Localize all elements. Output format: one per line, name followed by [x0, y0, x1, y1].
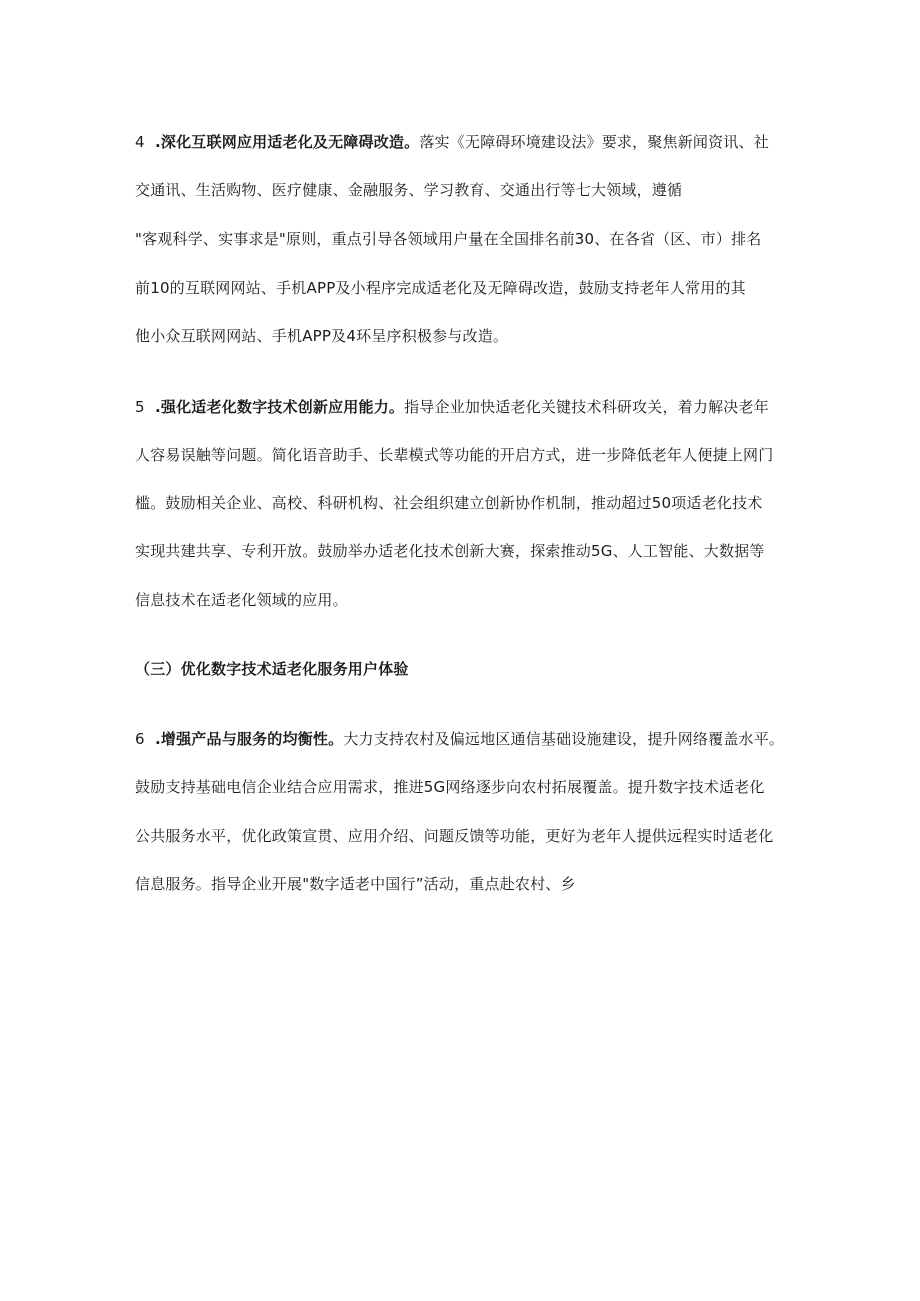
item4-line3: "客观科学、实事求是"原则，重点引导各领域用户量在全国排名前30、在各省（区、市）排名 — [135, 230, 762, 248]
item5-number: 5 — [135, 398, 145, 416]
item5-line5: 信息技术在适老化领域的应用。 — [135, 591, 348, 609]
item4-line2: 交通讯、生活购物、医疗健康、金融服务、学习教育、交通出行等七大领域，遵循 — [135, 181, 683, 199]
item6-line1 — [135, 729, 784, 749]
section3-heading: （三）优化数字技术适老化服务用户体验 — [135, 660, 409, 678]
item5-heading: .强化适老化数字技术创新应用能力。 — [155, 398, 405, 416]
item5-line2: 人容易误触等问题。简化语音助手、长辈模式等功能的开启方式，进一步降低老年人便捷上网门 — [135, 446, 774, 464]
item4-line1-text: 落实《无障碍环境建设法》要求，聚焦新闻资讯、社 — [419, 133, 769, 151]
item6-line4: 信息服务。指导企业开展"数字适老中国行”活动，重点赴农村、乡 — [135, 875, 576, 893]
item5-line3: 槛。鼓励相关企业、高校、科研机构、社会组织建立创新协作机制，推动超过50项适老化技术 — [135, 494, 763, 512]
item4-line5: 他小众互联网网站、手机APP及4环呈序积极参与改造。 — [135, 327, 509, 345]
item4-line1 — [135, 132, 769, 152]
item5-line1-text: 指导企业加快适老化关键技术科研攻关，着力解决老年 — [404, 398, 769, 416]
item6-number: 6 — [135, 730, 145, 748]
item5-line1 — [135, 397, 769, 417]
item6-line3: 公共服务水平，优化政策宣贯、应用介绍、问题反馈等功能，更好为老年人提供远程实时适老化 — [135, 827, 774, 845]
item6-line2: 鼓励支持基础电信企业结合应用需求，推进5G网络逐步向农村拓展覆盖。提升数字技术适老化 — [135, 778, 765, 796]
item4-number: 4 — [135, 133, 145, 151]
item6-line1-text: 大力支持农村及偏远地区通信基础设施建设，提升网络覆盖水平。 — [343, 730, 785, 748]
item5-line4: 实现共建共享、专利开放。鼓励举办适老化技术创新大赛，探索推动5G、人工智能、大数据等 — [135, 542, 765, 560]
item4-line4: 前10的互联网网站、手机APP及小程序完成适老化及无障碍改造，鼓励支持老年人常用的其 — [135, 279, 746, 297]
item6-heading: .增强产品与服务的均衡性。 — [155, 730, 344, 748]
item4-heading: .深化互联网应用适老化及无障碍改造。 — [155, 133, 420, 151]
